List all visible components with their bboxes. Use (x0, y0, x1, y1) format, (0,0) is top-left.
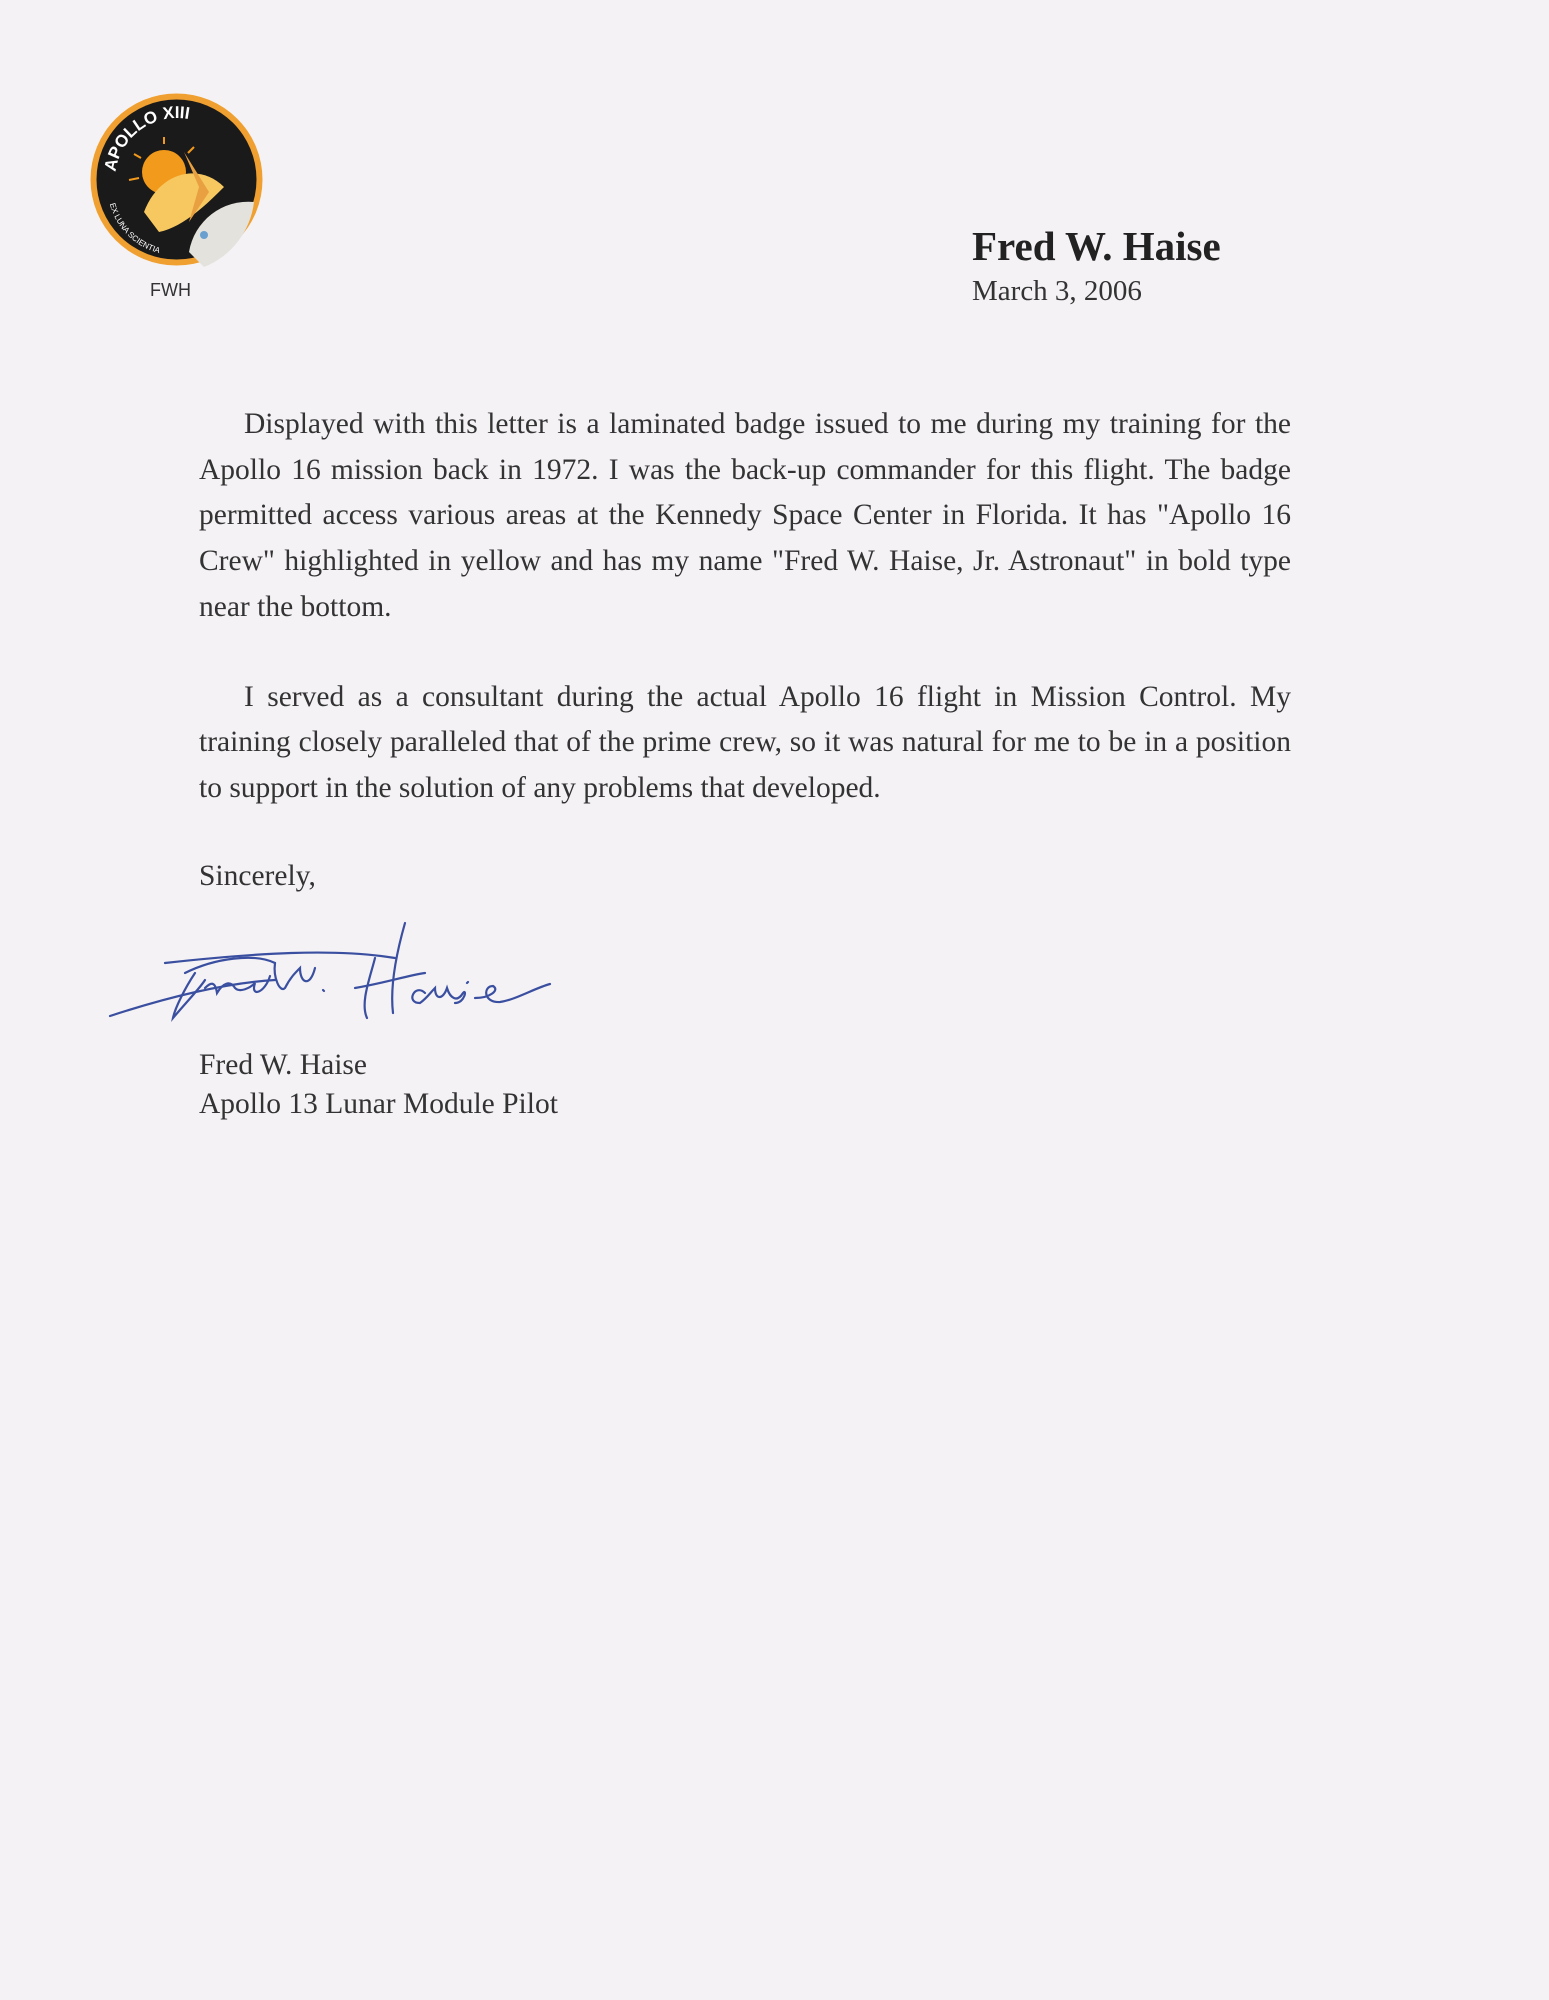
signer-name: Fred W. Haise (199, 1048, 367, 1081)
signer-title: Apollo 13 Lunar Module Pilot (199, 1087, 558, 1120)
paragraph-text: Displayed with this letter is a laminated badge issued to me during my training for the Apollo 16 mission back in 1972. I was the back-up commander for this flight. The badge permitted access various areas at the Kennedy Space Center in Florida. It has "Apollo 16 Crew" highlighted in yellow and has my name "Fred W. Haise, Jr. Astronaut" in bold type near the bottom. (199, 408, 1291, 623)
svg-text:EX LUNA SCIENTIA: EX LUNA SCIENTIA (107, 201, 162, 256)
letterhead-name: Fred W. Haise (972, 223, 1221, 269)
letter-date: March 3, 2006 (972, 275, 1142, 307)
svg-text:APOLLO XIII: APOLLO XIII (100, 102, 192, 173)
paragraph-text: I served as a consultant during the actual Apollo 16 flight in Mission Control. My training closely paralleled that of the prime crew, so it was natural for me to be in a position to support in the solution of any problems that developed. (199, 680, 1291, 804)
letter-paragraph-2 (199, 675, 1291, 812)
letter-paragraph-1 (199, 402, 1291, 631)
apollo-13-mission-patch-logo (89, 92, 264, 267)
handwritten-signature (105, 918, 555, 1028)
letterhead-initials: FWH (150, 280, 191, 300)
signature-area (199, 896, 1291, 1046)
letter-content (199, 402, 1291, 1124)
signer-block (199, 1046, 1291, 1124)
closing-salutation: Sincerely, (199, 859, 316, 892)
